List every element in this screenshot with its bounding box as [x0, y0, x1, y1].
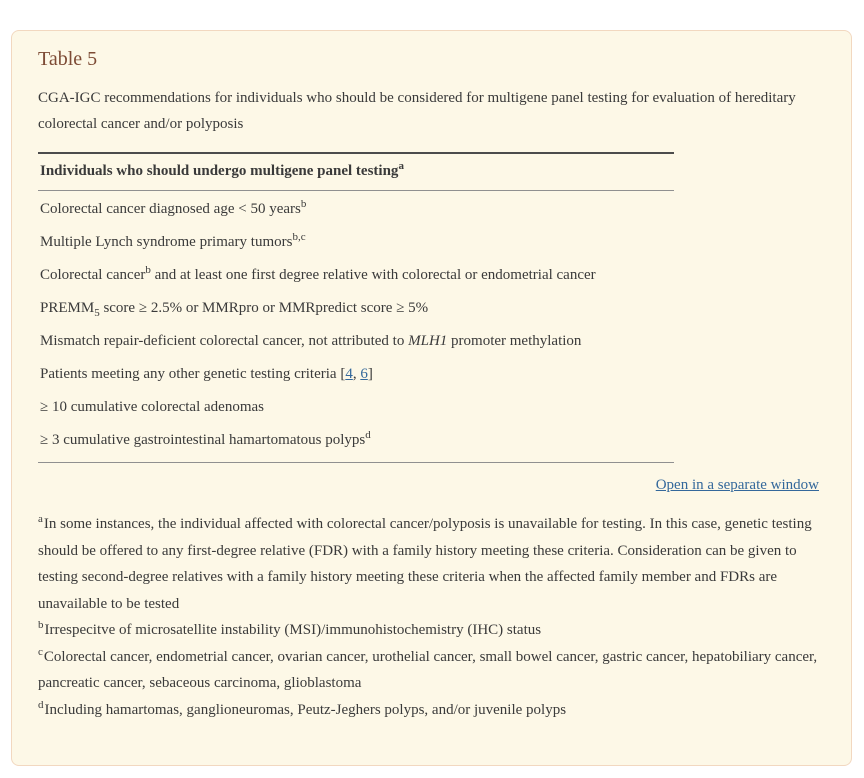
footnote — [38, 644, 825, 697]
footnote-text: Irrespecitve of microsatellite instability (MSI)/immunohistochemistry (IHC) status — [44, 622, 542, 638]
table-row: ≥ 3 cumulative gastrointestinal hamartomatous polyps$^d$ — [40, 429, 371, 448]
footnote-marker: b — [38, 619, 44, 631]
citation-link[interactable]: 4 — [345, 366, 353, 382]
footnote — [38, 697, 825, 724]
footnote-marker: a — [38, 513, 43, 525]
footnote — [38, 617, 825, 644]
table-header: Individuals who should undergo multigene panel testing$^a$ — [38, 152, 674, 191]
table-row: Colorectal cancer$^b$ and at least one first degree relative with colorectal or endometrial cancer — [40, 264, 596, 283]
table-row: $PREMM_5$ score ≥ 2.5% or MMRpro or MMRpredict score ≥ 5% — [40, 300, 429, 319]
footnote-marker: d — [38, 698, 44, 711]
table-caption: CGA-IGC recommendations for individuals who should be considered for multigene panel testing for evaluation of hereditary colorectal cancer and/or polyposis — [38, 90, 796, 132]
table-card — [11, 30, 852, 766]
citation-link[interactable]: 6 — [360, 366, 368, 382]
footnote-text: In some instances, the individual affected with colorectal cancer/polyposis is unavailable for testing. In this case, genetic testing should be offered to any first-degree relative (FDR) with a family history meeting these criteria. Consideration can be given to testing second-degree relatives with a family history meeting these criteria when the affected family member and FDRs are unavailable to be tested — [38, 516, 812, 612]
table-row: Colorectal cancer diagnosed age < 50 years$^b$ — [40, 198, 307, 217]
footnote-text: Including hamartomas, ganglioneuromas, Peutz-Jeghers polyps, and/or juvenile polyps — [44, 701, 567, 718]
footnotes — [38, 511, 825, 723]
table-title: Table 5 — [38, 48, 98, 70]
table-row: Patients meeting any other genetic testing criteria [4, 6] — [40, 366, 373, 382]
footnote — [38, 511, 825, 617]
table-rows — [38, 191, 674, 463]
open-link-row — [38, 477, 825, 494]
table-row: ≥ 10 cumulative colorectal adenomas — [40, 399, 264, 415]
footnote-marker: c — [38, 645, 43, 658]
open-separate-window-link[interactable]: Open in a separate window — [655, 477, 819, 493]
table-row: Mismatch repair-deficient colorectal cancer, not attributed to MLH1 promoter methylation — [40, 333, 582, 349]
footnote-text: Colorectal cancer, endometrial cancer, ovarian cancer, urothelial cancer, small bowel cancer, gastric cancer, hepatobiliary cancer, pancreatic cancer, sebaceous carcinoma, glioblastoma — [38, 648, 818, 691]
data-table — [38, 152, 674, 463]
table-row: Multiple Lynch syndrome primary tumors$^{b,c}$ — [40, 231, 306, 250]
